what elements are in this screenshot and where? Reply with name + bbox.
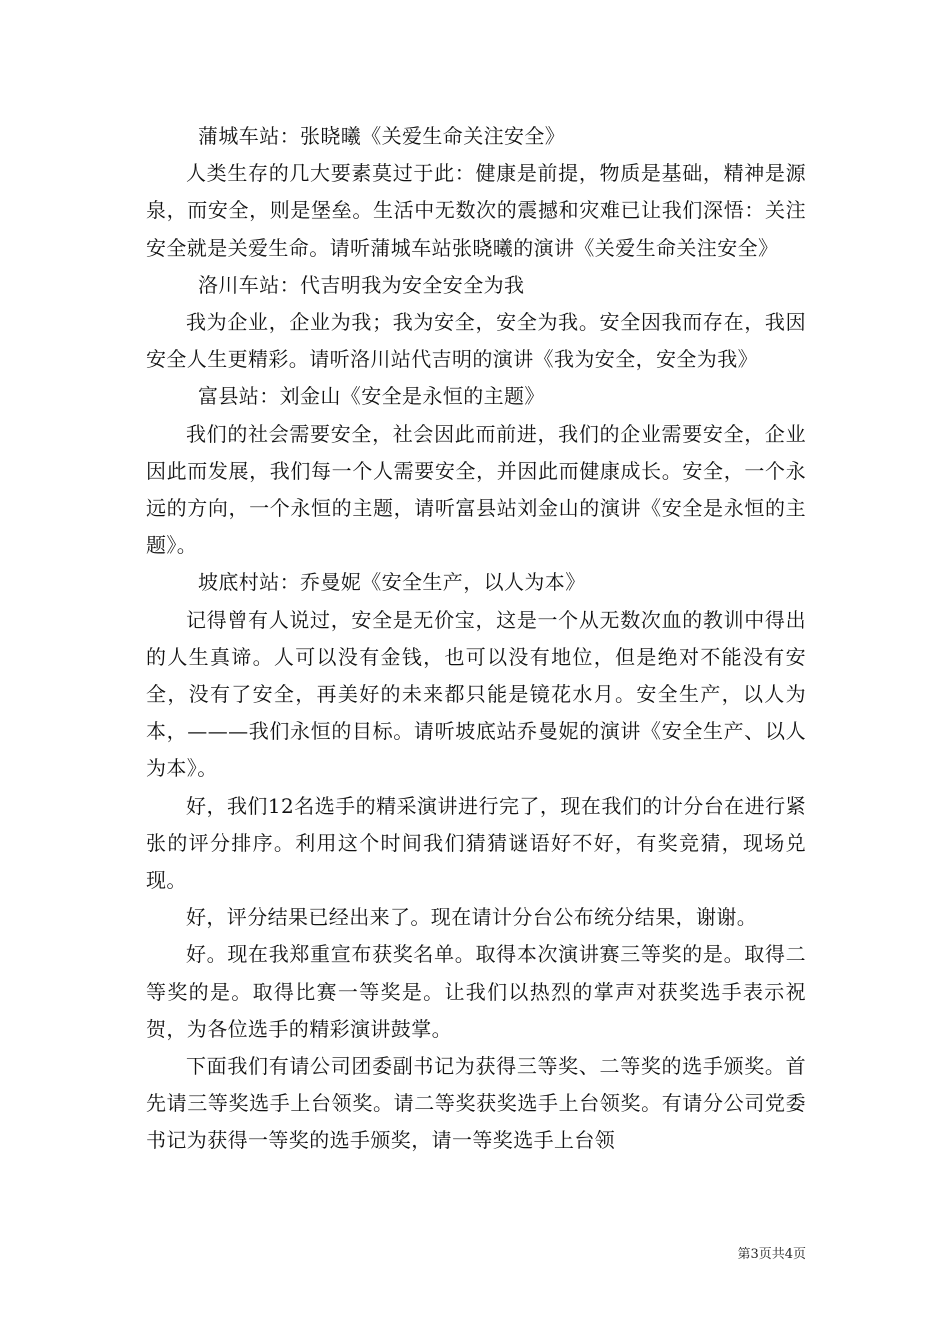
section-heading-pucheng: 蒲城车站：张晓曦《关爱生命关注安全》 (198, 124, 566, 148)
paragraph-fuxian-intro: 我们的社会需要安全，社会因此而前进，我们的企业需要安全，企业因此而发展，我们每一个人需要安全，并因此而健康成长。安全，一个永远的方向，一个永恒的主题，请听富县站刘金山的演讲《安全是永恒的主题》。 (146, 421, 806, 558)
section-heading-luochuan: 洛川车站：代吉明我为安全安全为我 (198, 272, 525, 297)
paragraph-podicun-intro: 记得曾有人说过，安全是无价宝，这是一个从无数次血的教训中得出的人生真谛。人可以没有金钱，也可以没有地位，但是绝对不能没有安全，没有了安全，再美好的未来都只能是镜花水月。安全生产，以人为本，———我们永恒的目标。请听坡底站乔曼妮的演讲《安全生产、以人为本》。 (146, 607, 806, 781)
paragraph-award-ceremony: 下面我们有请公司团委副书记为获得三等奖、二等奖的选手颁奖。首先请三等奖选手上台领奖。请二等奖获奖选手上台领奖。有请分公司党委书记为获得一等奖的选手颁奖，请一等奖选手上台领 (146, 1054, 806, 1153)
paragraph-results-ready: 好，评分结果已经出来了。现在请计分台公布统分结果，谢谢。 (186, 905, 758, 930)
page-number-footer: 第3页共4页 (737, 1247, 806, 1262)
paragraph-scoring-break: 好，我们12名选手的精采演讲进行完了，现在我们的计分台在进行紧张的评分排序。利用这个时间我们猜猜谜语好不好，有奖竞猜，现场兑现。 (146, 793, 806, 893)
document-body (146, 118, 806, 1160)
section-heading-podicun: 坡底村站：乔曼妮《安全生产，以人为本》 (198, 570, 586, 595)
paragraph-pucheng-intro: 人类生存的几大要素莫过于此：健康是前提，物质是基础，精神是源泉，而安全，则是堡垒。生活中无数次的震撼和灾难已让我们深悟：关注安全就是关爱生命。请听蒲城车站张晓曦的演讲《关爱生命关注安全》 (146, 161, 806, 260)
paragraph-award-announcement: 好。现在我郑重宣布获奖名单。取得本次演讲赛三等奖的是。取得二等奖的是。取得比赛一等奖是。让我们以热烈的掌声对获奖选手表示祝贺，为各位选手的精彩演讲鼓掌。 (146, 942, 806, 1041)
paragraph-luochuan-intro: 我为企业，企业为我；我为安全，安全为我。安全因我而存在，我因安全人生更精彩。请听洛川站代吉明的演讲《我为安全，安全为我》 (146, 310, 806, 372)
section-heading-fuxian: 富县站：刘金山《安全是永恒的主题》 (198, 384, 545, 409)
